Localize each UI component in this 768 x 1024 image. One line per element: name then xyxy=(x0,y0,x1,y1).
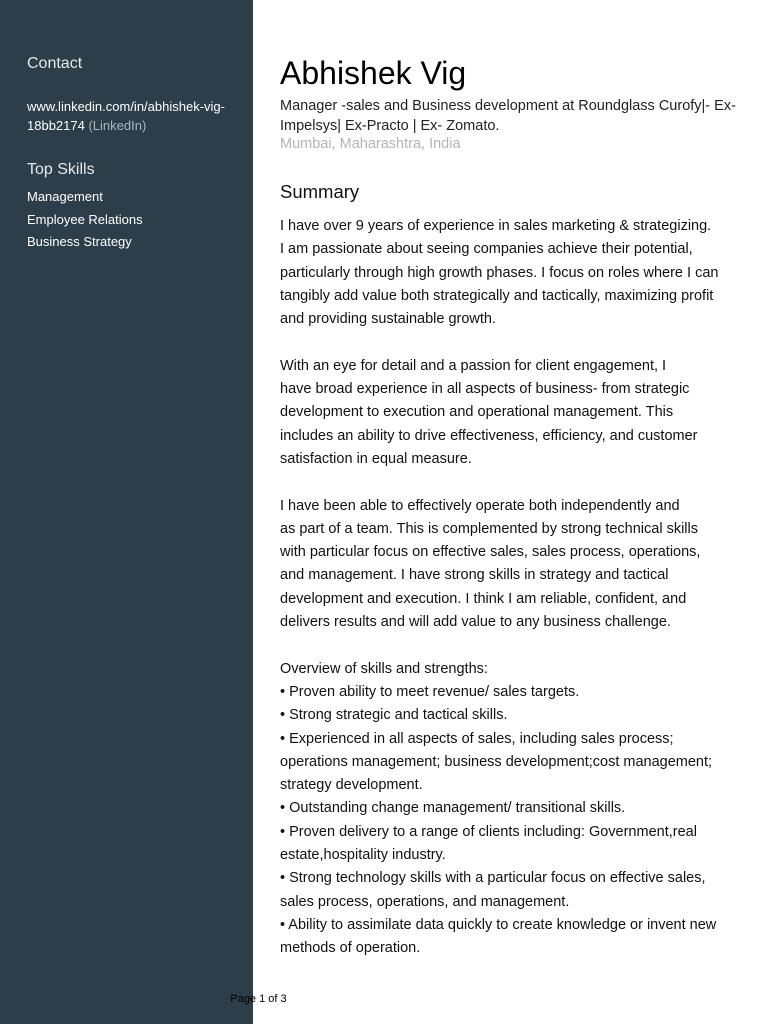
summary-line: I am passionate about seeing companies achieve their potential, xyxy=(280,241,693,258)
skills-list xyxy=(27,186,143,254)
summary-line: as part of a team. This is complemented by strong technical skills xyxy=(280,520,699,537)
linkedin-tag: (LinkedIn) xyxy=(88,118,147,133)
summary-line: estate,hospitality industry. xyxy=(280,847,446,864)
summary-paragraph xyxy=(280,658,750,961)
summary-line: development to execution and operational management. This xyxy=(280,404,674,421)
summary-line: sales process, operations, and management. xyxy=(280,893,570,910)
summary-line: • Proven delivery to a range of clients including: Government,real xyxy=(280,823,697,840)
profile-headline: Manager -sales and Business development at Roundglass Curofy|- Ex-Impelsys| Ex-Practo | Ex- Zomato. xyxy=(280,98,736,134)
summary-line: I have been able to effectively operate both independently and xyxy=(280,497,680,514)
summary-line: • Strong technology skills with a particular focus on effective sales, xyxy=(280,870,706,887)
summary-line: methods of operation. xyxy=(280,940,421,957)
summary-line: delivers results and will add value to any business challenge. xyxy=(280,614,671,631)
summary-line: includes an ability to drive effectiveness, efficiency, and customer xyxy=(280,427,698,444)
profile-name: Abhishek Vig xyxy=(280,55,467,91)
profile-location: Mumbai, Maharashtra, India xyxy=(280,136,461,152)
summary-line: operations management; business development;cost management; xyxy=(280,753,713,770)
skill-item: Business Strategy xyxy=(27,234,132,249)
summary-line: development and execution. I think I am reliable, confident, and xyxy=(280,590,687,607)
linkedin-link[interactable]: www.linkedin.com/in/abhishek-vig-18bb2174 xyxy=(27,99,225,133)
contact-heading: Contact xyxy=(27,55,83,72)
skill-item: Management xyxy=(27,189,103,204)
summary-line: • Ability to assimilate data quickly to create knowledge or invent new xyxy=(280,916,717,933)
summary-line: • Outstanding change management/ transitional skills. xyxy=(280,800,626,817)
page-number: Page 1 of 3 xyxy=(230,993,287,1005)
summary-heading: Summary xyxy=(280,181,360,202)
summary-line: with particular focus on effective sales, sales process, operations, xyxy=(280,544,701,561)
summary-body xyxy=(280,215,750,984)
summary-line: particularly through high growth phases. I focus on roles where I can xyxy=(280,264,719,281)
summary-line: I have over 9 years of experience in sales marketing & strategizing. xyxy=(280,218,712,234)
top-skills-heading: Top Skills xyxy=(27,161,95,178)
summary-line: Overview of skills and strengths: xyxy=(280,660,488,677)
summary-paragraph xyxy=(280,495,750,635)
summary-paragraph xyxy=(280,355,750,471)
summary-line: With an eye for detail and a passion for client engagement, I xyxy=(280,357,667,374)
summary-line: and providing sustainable growth. xyxy=(280,311,497,328)
skill-item: Employee Relations xyxy=(27,211,143,227)
summary-line: • Proven ability to meet revenue/ sales targets. xyxy=(280,683,580,700)
summary-line: have broad experience in all aspects of business- from strategic xyxy=(280,381,690,398)
summary-line: • Experienced in all aspects of sales, including sales process; xyxy=(280,730,674,747)
linkedin-contact xyxy=(27,97,242,135)
summary-line: and management. I have strong skills in strategy and tactical xyxy=(280,567,669,584)
summary-paragraph xyxy=(280,215,750,331)
summary-line: tangibly add value both strategically and tactically, maximizing profit xyxy=(280,287,714,304)
sidebar xyxy=(0,0,253,1024)
summary-line: satisfaction in equal measure. xyxy=(280,450,472,467)
summary-line: • Strong strategic and tactical skills. xyxy=(280,707,508,724)
summary-line: strategy development. xyxy=(280,777,423,794)
